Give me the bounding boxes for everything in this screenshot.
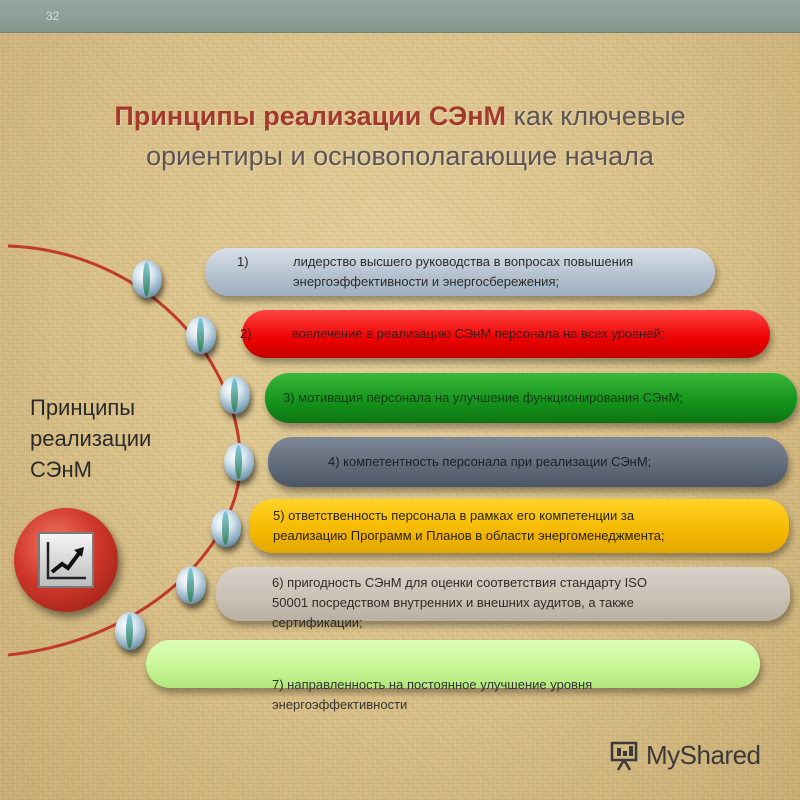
- bead-4: [224, 443, 254, 481]
- principle-7-line1: 7) направленность на постоянное улучшение уровня: [272, 677, 593, 692]
- watermark-text: MyShared: [646, 740, 761, 770]
- principle-2-number: 2): [240, 326, 252, 341]
- chart-growth-icon: [38, 532, 94, 588]
- principle-7: [146, 640, 760, 712]
- principle-1-line1: лидерство высшего руководства в вопросах повышения: [293, 254, 634, 269]
- bead-6: [176, 566, 206, 604]
- principle-5: [249, 499, 789, 553]
- principle-6-line3: сертификации;: [272, 615, 363, 630]
- principle-6: [216, 567, 790, 630]
- bead-2: [186, 316, 216, 354]
- title-line2: ориентиры и основополагающие начала: [146, 141, 654, 171]
- side-label: [30, 392, 190, 485]
- principle-1-number: 1): [237, 254, 249, 269]
- chart-growth-button[interactable]: [14, 508, 118, 612]
- side-label-line3: СЭнМ: [30, 457, 92, 482]
- title-rest-line1: как ключевые: [506, 101, 686, 131]
- myshared-watermark: [608, 738, 778, 772]
- side-label-line1: Принципы: [30, 395, 136, 420]
- principle-4-text: 4) компетентность персонала при реализации СЭнМ;: [328, 454, 652, 469]
- projector-icon: [608, 738, 642, 772]
- principle-3: [265, 373, 797, 423]
- principle-3-text: 3) мотивация персонала на улучшение функционирования СЭнМ;: [283, 390, 683, 405]
- bead-1: [132, 260, 162, 298]
- principle-2: [242, 310, 770, 358]
- principle-1-line2: энергоэффективности и энергосбережения;: [293, 274, 560, 289]
- title-highlight: Принципы реализации СЭнМ: [114, 101, 507, 131]
- principle-1: [205, 248, 715, 296]
- principle-6-line2: 50001 посредством внутренних и внешних аудитов, а также: [272, 595, 634, 610]
- principle-4: [268, 437, 788, 487]
- principle-2-text: вовлечение в реализацию СЭнМ персонала на всех уровней;: [292, 326, 665, 341]
- side-label-line2: реализации: [30, 426, 152, 451]
- principle-6-line1: 6) пригодность СЭнМ для оценки соответствия стандарту ISO: [272, 575, 647, 590]
- principle-5-line1: 5) ответственность персонала в рамках его компетенции за: [273, 508, 635, 523]
- bead-7: [115, 612, 145, 650]
- principle-7-line2: энергоэффективности: [272, 697, 408, 712]
- bead-5: [211, 509, 241, 547]
- slide-number: 32: [46, 9, 60, 23]
- principle-5-line2: реализацию Программ и Планов в области энергоменеджмента;: [273, 528, 665, 543]
- bead-3: [220, 376, 250, 414]
